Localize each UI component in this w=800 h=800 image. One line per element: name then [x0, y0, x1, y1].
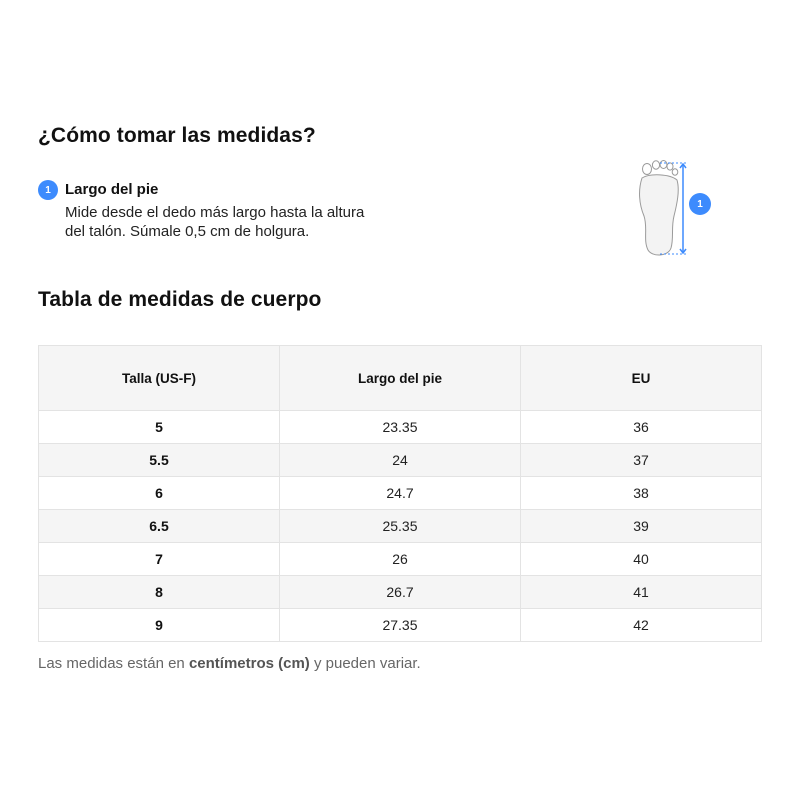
- table-row: [39, 411, 762, 444]
- cell-foot-length: 25.35: [280, 510, 521, 543]
- cell-eu: 40: [521, 543, 762, 576]
- header-size-us: Talla (US-F): [39, 346, 280, 411]
- cell-foot-length: 26: [280, 543, 521, 576]
- table-row: [39, 444, 762, 477]
- figure-step-badge: 1: [689, 193, 711, 215]
- step-title: Largo del pie: [65, 181, 159, 198]
- cell-eu: 42: [521, 609, 762, 642]
- table-row: [39, 477, 762, 510]
- table-row: [39, 543, 762, 576]
- cell-eu: 38: [521, 477, 762, 510]
- cell-size-us: 7: [39, 543, 280, 576]
- table-row: [39, 576, 762, 609]
- table-row: [39, 510, 762, 543]
- cell-eu: 37: [521, 444, 762, 477]
- table-header-row: [39, 346, 762, 411]
- size-table-title: Tabla de medidas de cuerpo: [38, 288, 322, 311]
- cell-eu: 39: [521, 510, 762, 543]
- cell-size-us: 8: [39, 576, 280, 609]
- table-row: [39, 609, 762, 642]
- cell-size-us: 5.5: [39, 444, 280, 477]
- cell-size-us: 9: [39, 609, 280, 642]
- units-footnote: [38, 655, 421, 672]
- header-eu: EU: [521, 346, 762, 411]
- cell-size-us: 5: [39, 411, 280, 444]
- step-number-badge: 1: [38, 180, 58, 200]
- cell-size-us: 6.5: [39, 510, 280, 543]
- step-description: Mide desde el dedo más largo hasta la altura del talón. Súmale 0,5 cm de holgura.: [65, 204, 365, 240]
- cell-size-us: 6: [39, 477, 280, 510]
- cell-foot-length: 23.35: [280, 411, 521, 444]
- size-table: [38, 345, 762, 642]
- cell-eu: 41: [521, 576, 762, 609]
- cell-foot-length: 26.7: [280, 576, 521, 609]
- footnote-suffix: y pueden variar.: [309, 655, 421, 672]
- header-foot-length: Largo del pie: [280, 346, 521, 411]
- cell-foot-length: 24.7: [280, 477, 521, 510]
- footnote-units: centímetros (cm): [188, 655, 310, 672]
- cell-foot-length: 27.35: [280, 609, 521, 642]
- footnote-prefix: Las medidas están en: [38, 655, 189, 672]
- cell-foot-length: 24: [280, 444, 521, 477]
- cell-eu: 36: [521, 411, 762, 444]
- how-to-measure-title: ¿Cómo tomar las medidas?: [38, 124, 316, 147]
